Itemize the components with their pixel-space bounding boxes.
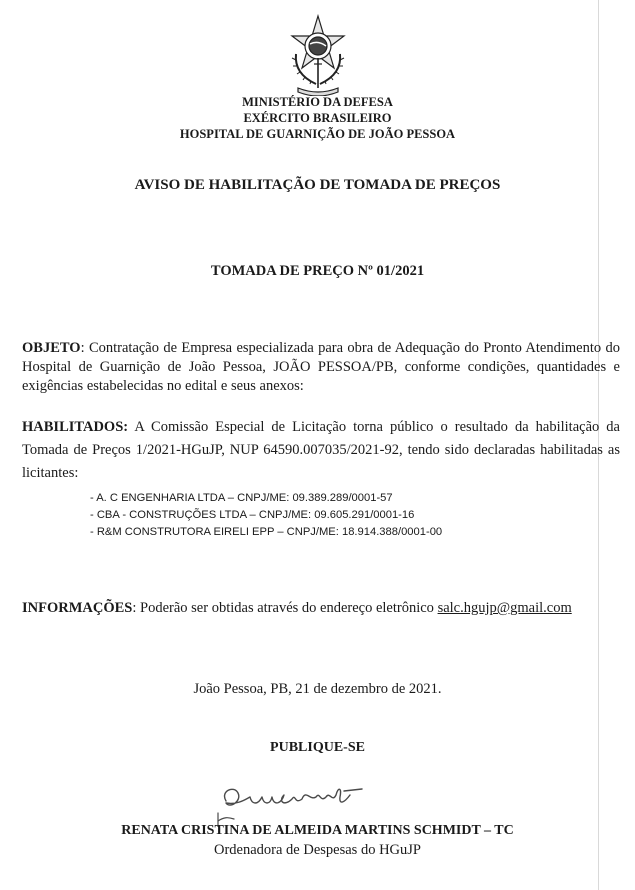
habilitados-text: A Comissão Especial de Licitação torna público o resultado da habilitação da Tomada de Preços 1/2021-HGuJP, NUP 64590.007035/2021-92, tendo sido declaradas habilitadas as licitantes: — [22, 419, 620, 481]
list-item: - A. C ENGENHARIA LTDA – CNPJ/ME: 09.389.289/0001-57 — [90, 492, 393, 504]
habilitados-label: HABILITADOS: — [22, 419, 129, 435]
objeto-paragraph — [22, 339, 620, 396]
coat-of-arms-of-brazil-icon — [282, 14, 354, 96]
handwritten-signature — [212, 781, 382, 827]
header-army: EXÉRCITO BRASILEIRO — [243, 111, 392, 125]
email-link[interactable]: salc.hgujp@gmail.com — [437, 600, 572, 616]
header-ministry: MINISTÉRIO DA DEFESA — [242, 95, 393, 109]
signer-role: Ordenadora de Despesas do HGuJP — [214, 842, 421, 858]
document-subtitle: TOMADA DE PREÇO Nº 01/2021 — [210, 263, 425, 279]
objeto-label: OBJETO — [22, 340, 81, 356]
informacoes-paragraph — [22, 600, 572, 617]
informacoes-text: : Poderão ser obtidas através do endereço eletrônico — [132, 600, 438, 616]
informacoes-label: INFORMAÇÕES — [22, 600, 133, 616]
habilitados-paragraph — [22, 416, 620, 485]
publique-se-label: PUBLIQUE-SE — [270, 740, 365, 755]
signer-name: RENATA CRISTINA DE ALMEIDA MARTINS SCHMIDT – TC — [121, 823, 514, 838]
document-date: João Pessoa, PB, 21 de dezembro de 2021. — [193, 681, 442, 697]
document-header — [0, 94, 635, 142]
list-item: - R&M CONSTRUTORA EIRELI EPP – CNPJ/ME: 18.914.388/0001-00 — [90, 526, 443, 538]
header-hospital: HOSPITAL DE GUARNIÇÃO DE JOÃO PESSOA — [179, 127, 456, 141]
objeto-text: : Contratação de Empresa especializada para obra de Adequação do Pronto Atendimento do Hospital de Guarnição de João Pessoa, JOÃO PESSOA/PB, conforme condições, quantidades e exigências estabelecidas no edital e seus anexos: — [22, 340, 620, 394]
licitantes-list — [90, 490, 570, 541]
document-title: AVISO DE HABILITAÇÃO DE TOMADA DE PREÇOS — [134, 177, 501, 193]
list-item: - CBA - CONSTRUÇÕES LTDA – CNPJ/ME: 09.605.291/0001-16 — [90, 509, 415, 521]
